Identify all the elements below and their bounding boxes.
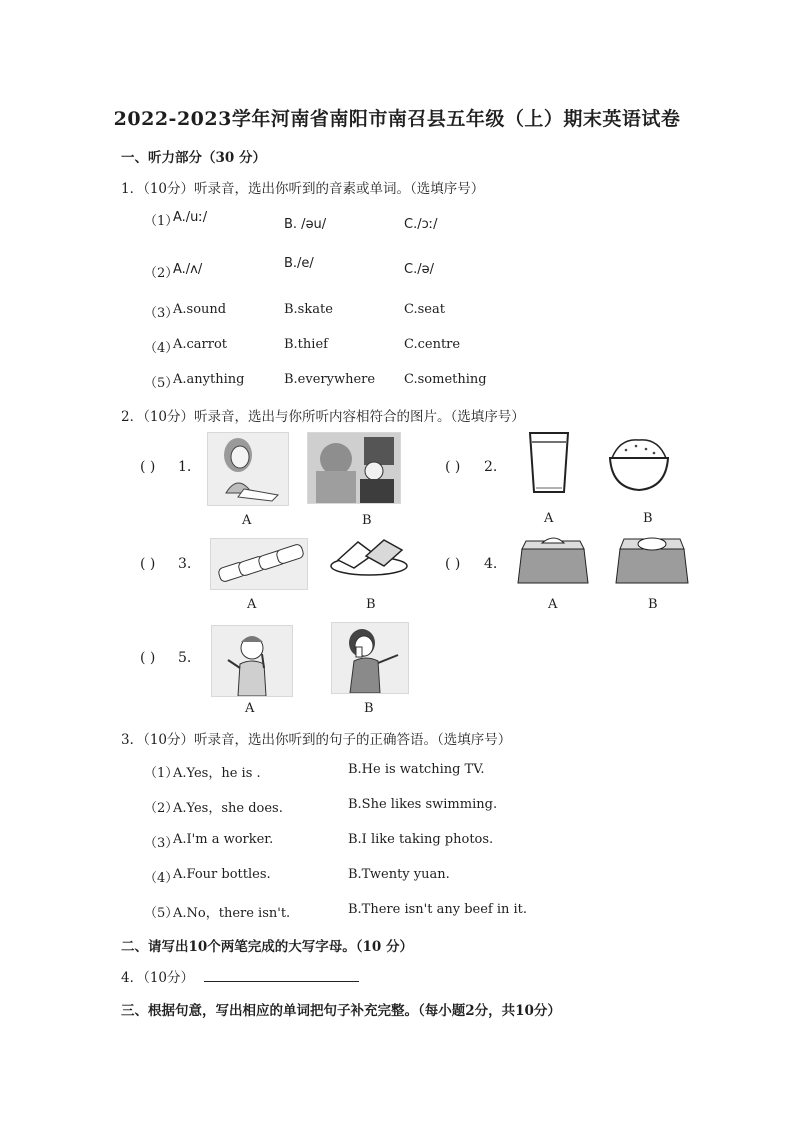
q1-row-1-option-b: B. /əu/ [284, 217, 327, 232]
question-4-label: 4．（10分） [121, 970, 195, 986]
q1-row-3-option-c: C.seat [404, 302, 445, 317]
q3-row-5-num: （5） [144, 906, 179, 921]
q3-row-5-option-a: A.No，there isn't. [173, 906, 291, 921]
q2-item-1-answer-blank[interactable]: ( ) [140, 459, 156, 475]
question-4-answer-line[interactable] [204, 967, 359, 982]
section-3-heading: 三、根据句意，写出相应的单词把句子补充完整。（每小题2分，共10分） [121, 1003, 561, 1019]
q1-row-5-option-c: C.something [404, 372, 487, 387]
q2-item-4-label-b: B [648, 597, 658, 612]
q2-item-5-number: 5. [178, 650, 192, 666]
q2-item-1-label-b: B [362, 513, 372, 528]
q2-item-2-picture-b-bowl-of-rice [606, 436, 672, 494]
q1-row-4-option-b: B.thief [284, 337, 328, 352]
q2-item-2-label-a: A [544, 511, 554, 526]
q1-row-1-option-a: A./uː/ [173, 210, 208, 225]
q1-row-5-option-a: A.anything [173, 372, 245, 387]
q2-item-4-picture-a-table-with-bread [516, 531, 590, 587]
q2-item-4-answer-blank[interactable]: ( ) [445, 556, 461, 572]
q3-row-1-option-b: B.He is watching TV. [348, 762, 485, 777]
q2-item-2-answer-blank[interactable]: ( ) [445, 459, 461, 475]
q2-item-3-number: 3. [178, 556, 192, 572]
q3-row-3-option-a: A.I'm a worker. [173, 832, 274, 847]
q2-item-3-label-a: A [247, 597, 257, 612]
q3-row-2-option-a: A.Yes，she does. [173, 801, 283, 816]
q3-row-2-num: （2） [144, 801, 179, 816]
q2-item-3-picture-a-bread-sticks [210, 538, 308, 590]
q1-row-4-option-a: A.carrot [173, 337, 228, 352]
section-1-heading: 一、听力部分（30 分） [121, 150, 266, 166]
q1-row-2-num: （2） [144, 266, 179, 281]
q3-row-3-num: （3） [144, 836, 179, 851]
q1-row-3-option-a: A.sound [173, 302, 227, 317]
q1-row-1-num: （1） [144, 214, 179, 229]
q2-item-3-picture-b-cake-slices [328, 532, 410, 576]
q2-item-5-picture-a-boy-eating [211, 625, 293, 697]
q1-row-2-option-a: A./ʌ/ [173, 262, 203, 277]
q2-item-5-label-b: B [364, 701, 374, 716]
question-4 [121, 966, 359, 986]
q2-item-1-picture-b-people [307, 432, 401, 504]
question-3-prompt: 3．（10分）听录音，选出你听到的句子的正确答语。（选填序号） [121, 732, 512, 748]
q1-row-4-option-c: C.centre [404, 337, 461, 352]
question-2-prompt: 2．（10分）听录音，选出与你所听内容相符合的图片。（选填序号） [121, 409, 525, 425]
q2-item-4-number: 4. [484, 556, 498, 572]
q2-item-2-label-b: B [643, 511, 653, 526]
q1-row-4-num: （4） [144, 341, 179, 356]
q1-row-2-option-b: B./e/ [284, 256, 314, 271]
q3-row-4-option-a: A.Four bottles. [173, 867, 271, 882]
q2-item-3-label-b: B [366, 597, 376, 612]
q2-item-3-answer-blank[interactable]: ( ) [140, 556, 156, 572]
q1-row-2-option-c: C./ə/ [404, 262, 434, 277]
q2-item-5-label-a: A [245, 701, 255, 716]
q2-item-4-label-a: A [548, 597, 558, 612]
q2-item-4-picture-b-table-with-plate [614, 531, 690, 587]
q2-item-1-picture-a-girl-writing [207, 432, 289, 506]
q1-row-5-option-b: B.everywhere [284, 372, 376, 387]
q3-row-1-num: （1） [144, 766, 179, 781]
q3-row-1-option-a: A.Yes，he is . [173, 766, 261, 781]
q3-row-5-option-b: B.There isn't any beef in it. [348, 902, 528, 917]
q2-item-1-label-a: A [242, 513, 252, 528]
q2-item-2-number: 2. [484, 459, 498, 475]
q1-row-5-num: （5） [144, 376, 179, 391]
question-1-prompt: 1．（10分）听录音，选出你听到的音素或单词。（选填序号） [121, 181, 485, 197]
q1-row-1-option-c: C./ɔː/ [404, 217, 438, 232]
section-2-heading: 二、请写出10个两笔完成的大写字母。（10 分） [121, 939, 414, 955]
q2-item-1-number: 1. [178, 459, 192, 475]
q3-row-3-option-b: B.I like taking photos. [348, 832, 494, 847]
q3-row-4-option-b: B.Twenty yuan. [348, 867, 450, 882]
page-title: 2022-2023学年河南省南阳市南召县五年级（上）期末英语试卷 [113, 108, 681, 130]
q2-item-2-picture-a-glass [524, 430, 574, 496]
q3-row-4-num: （4） [144, 871, 179, 886]
q3-row-2-option-b: B.She likes swimming. [348, 797, 498, 812]
q1-row-3-num: （3） [144, 306, 179, 321]
q2-item-5-picture-b-girl-drinking [331, 622, 409, 694]
q2-item-5-answer-blank[interactable]: ( ) [140, 650, 156, 666]
q1-row-3-option-b: B.skate [284, 302, 333, 317]
